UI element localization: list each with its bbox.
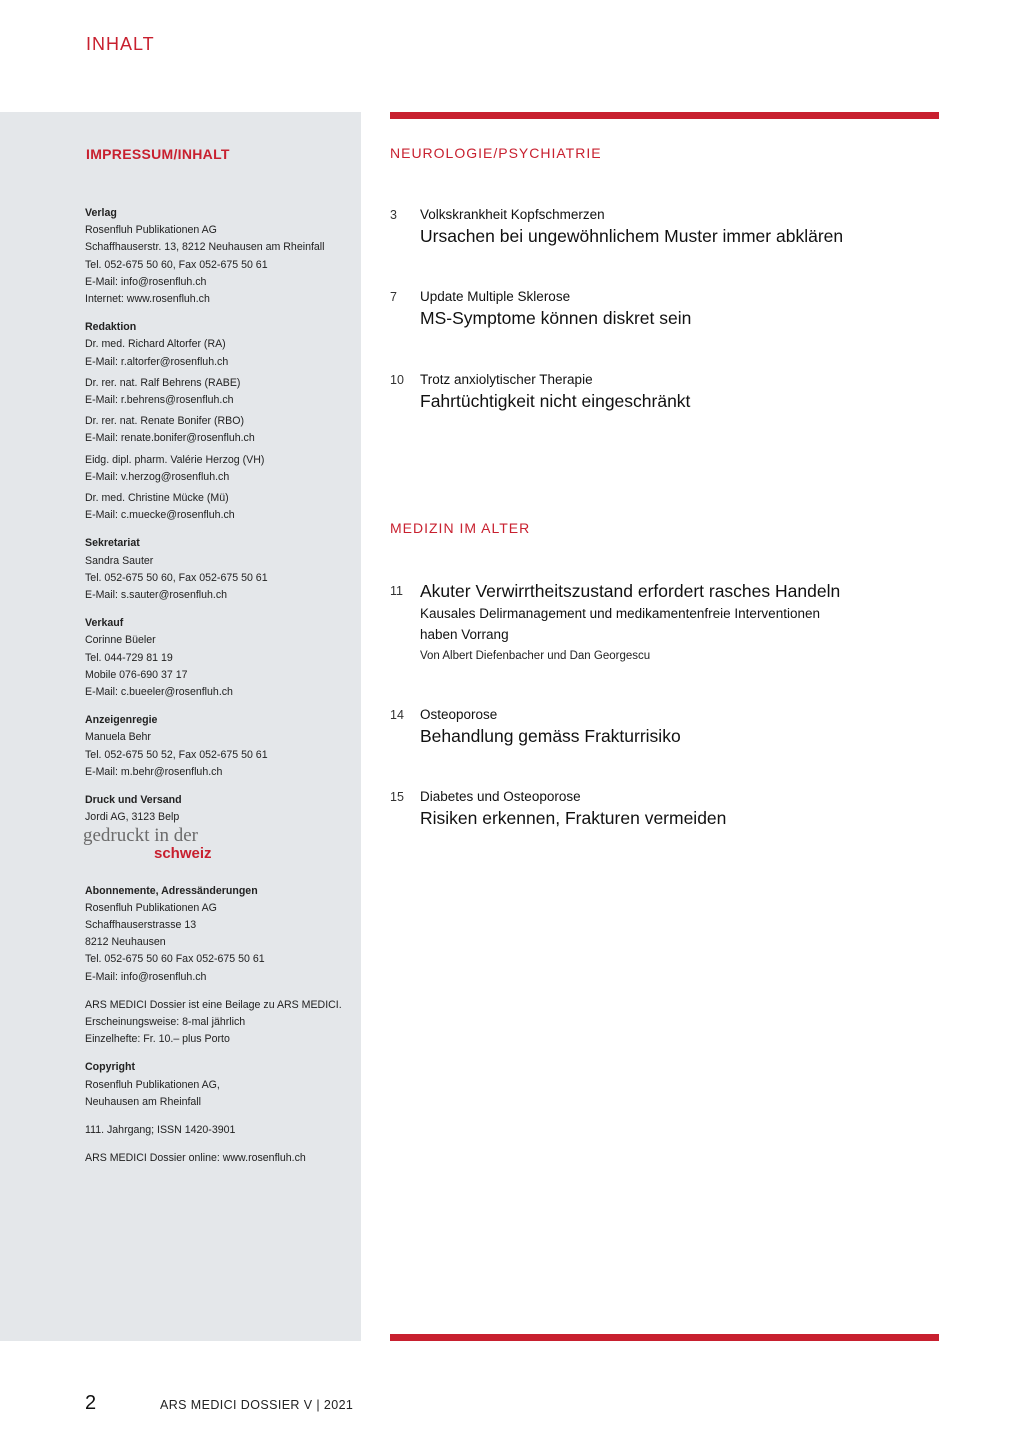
person-email: E-Mail: v.herzog@rosenfluh.ch (85, 470, 230, 483)
redaktion-person (85, 336, 355, 370)
person-name: Dr. rer. nat. Ralf Behrens (RABE) (85, 376, 241, 389)
toc-page-number: 15 (390, 790, 404, 804)
beilage-block (85, 997, 355, 1049)
verlag-line: Rosenfluh Publikationen AG (85, 224, 217, 237)
druck-label: Druck und Versand (85, 794, 182, 807)
toc-headline: Akuter Verwirrtheitszustand erfordert rasches Handeln (420, 581, 841, 601)
redaktion-person (85, 375, 355, 409)
beilage-line: Erscheinungsweise: 8-mal jährlich (85, 1015, 246, 1028)
redaktion-label: Redaktion (85, 321, 137, 334)
toc-headline: Ursachen bei ungewöhnlichem Muster immer abklären (420, 226, 844, 246)
verlag-line: Internet: www.rosenfluh.ch (85, 293, 210, 306)
copyright-line: Rosenfluh Publikationen AG, (85, 1078, 220, 1091)
verkauf-line: Corinne Büeler (85, 634, 156, 647)
abonnemente-block (85, 883, 355, 986)
redaktion-person (85, 413, 355, 447)
toc-page-number: 11 (390, 584, 403, 598)
sekretariat-line: Tel. 052-675 50 60, Fax 052-675 50 61 (85, 571, 268, 584)
toc-subtitle: Kausales Delirmanagement und medikamentenfreie Interventionen (420, 606, 820, 621)
person-name: Dr. med. Christine Mücke (Mü) (85, 492, 229, 505)
anzeigenregie-line: Tel. 052-675 50 52, Fax 052-675 50 61 (85, 748, 268, 761)
copyright-label: Copyright (85, 1061, 136, 1074)
abonnemente-label: Abonnemente, Adressänderungen (85, 884, 258, 897)
person-name: Dr. rer. nat. Renate Bonifer (RBO) (85, 415, 244, 428)
abonnemente-line: Tel. 052-675 50 60 Fax 052-675 50 61 (85, 953, 265, 966)
section-title-neurologie: NEUROLOGIE/PSYCHIATRIE (390, 145, 602, 161)
sekretariat-label: Sekretariat (85, 537, 140, 550)
verlag-line: Tel. 052-675 50 60, Fax 052-675 50 61 (85, 258, 268, 271)
verkauf-label: Verkauf (85, 617, 124, 630)
verkauf-line: Tel. 044-729 81 19 (85, 651, 173, 664)
person-email: E-Mail: r.behrens@rosenfluh.ch (85, 394, 234, 407)
toc-subtitle: haben Vorrang (420, 627, 509, 642)
beilage-line: ARS MEDICI Dossier ist eine Beilage zu ARS MEDICI. (85, 998, 342, 1011)
toc-kicker: Diabetes und Osteoporose (420, 789, 581, 804)
anzeigenregie-line: E-Mail: m.behr@rosenfluh.ch (85, 765, 223, 778)
toc-page-number: 14 (390, 708, 404, 722)
anzeigenregie-block (85, 712, 355, 781)
sekretariat-line: Sandra Sauter (85, 554, 154, 567)
sekretariat-block (85, 535, 355, 604)
verkauf-line: E-Mail: c.bueeler@rosenfluh.ch (85, 686, 233, 699)
gedruckt-in-der-schweiz-logo (83, 824, 355, 869)
verlag-block (85, 205, 355, 308)
druck-block (85, 792, 355, 826)
online-line: ARS MEDICI Dossier online: www.rosenfluh.ch (85, 1152, 306, 1165)
copyright-block (85, 1059, 355, 1111)
toc-author: Von Albert Diefenbacher und Dan Georgescu (420, 650, 651, 662)
toc-page-number: 7 (390, 290, 397, 304)
person-email: E-Mail: renate.bonifer@rosenfluh.ch (85, 432, 255, 445)
toc-headline: Behandlung gemäss Frakturrisiko (420, 726, 681, 746)
toc-headline: Risiken erkennen, Frakturen vermeiden (420, 808, 727, 828)
abonnemente-line: E-Mail: info@rosenfluh.ch (85, 970, 207, 983)
footer-page-number: 2 (85, 1392, 97, 1414)
impressum-block (85, 205, 355, 1171)
person-email: E-Mail: r.altorfer@rosenfluh.ch (85, 355, 229, 368)
verlag-line: Schaffhauserstr. 13, 8212 Neuhausen am Rheinfall (85, 241, 325, 254)
person-name: Eidg. dipl. pharm. Valérie Herzog (VH) (85, 453, 265, 466)
abonnemente-line: Schaffhauserstrasse 13 (85, 918, 197, 931)
toc-kicker: Osteoporose (420, 707, 498, 722)
logo-line1: gedruckt in der (83, 824, 199, 846)
verkauf-block (85, 615, 355, 701)
abonnemente-line: 8212 Neuhausen (85, 936, 166, 949)
anzeigenregie-line: Manuela Behr (85, 731, 151, 744)
redaktion-person (85, 452, 355, 486)
sekretariat-line: E-Mail: s.sauter@rosenfluh.ch (85, 589, 228, 602)
jahrgang-line: 111. Jahrgang; ISSN 1420-3901 (85, 1123, 236, 1136)
toc-kicker: Volkskrankheit Kopfschmerzen (420, 207, 605, 222)
beilage-line: Einzelhefte: Fr. 10.– plus Porto (85, 1033, 230, 1046)
toc-kicker: Update Multiple Sklerose (420, 289, 571, 304)
section-title-medizin-im-alter: MEDIZIN IM ALTER (390, 520, 531, 536)
footer-journal-title: ARS MEDICI DOSSIER V | 2021 (160, 1398, 354, 1412)
toc-headline: MS-Symptome können diskret sein (420, 308, 692, 328)
toc-page-number: 3 (390, 208, 397, 222)
redaktion-person (85, 490, 355, 524)
toc-page-number: 10 (390, 373, 404, 387)
sidebar-title: IMPRESSUM/INHALT (86, 146, 230, 162)
logo-line2: schweiz (154, 844, 212, 862)
verlag-label: Verlag (85, 207, 117, 219)
copyright-line: Neuhausen am Rheinfall (85, 1095, 202, 1108)
druck-line: Jordi AG, 3123 Belp (85, 811, 180, 824)
verkauf-line: Mobile 076-690 37 17 (85, 668, 188, 681)
bottom-rule (390, 1334, 939, 1341)
anzeigenregie-label: Anzeigenregie (85, 714, 158, 727)
page-title: INHALT (86, 34, 155, 54)
person-email: E-Mail: c.muecke@rosenfluh.ch (85, 509, 235, 522)
top-rule (390, 112, 939, 119)
abonnemente-line: Rosenfluh Publikationen AG (85, 901, 217, 914)
toc-kicker: Trotz anxiolytischer Therapie (420, 372, 593, 387)
verlag-line: E-Mail: info@rosenfluh.ch (85, 275, 207, 288)
person-name: Dr. med. Richard Altorfer (RA) (85, 338, 226, 351)
toc-headline: Fahrtüchtigkeit nicht eingeschränkt (420, 391, 691, 411)
